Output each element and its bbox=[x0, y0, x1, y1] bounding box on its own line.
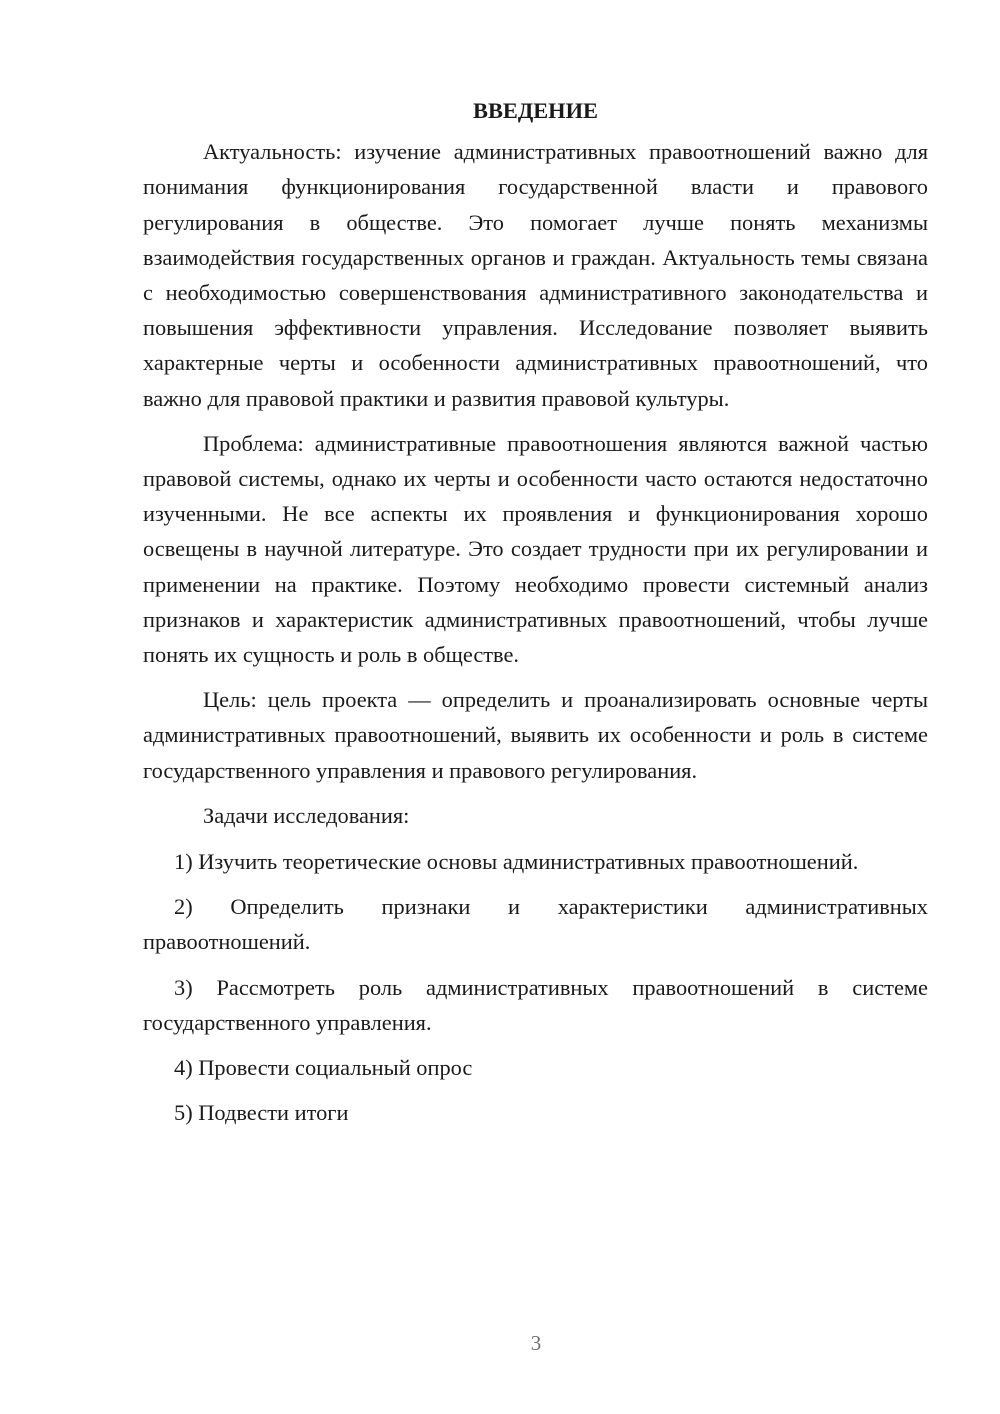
task-item: 5) Подвести итоги bbox=[174, 1100, 349, 1126]
paragraph-goal: Цель: цель проекта — определить и проанализировать основные черты административных правоотношений, выявить их особенности и роль в системе государственного управления и правового регулирования. bbox=[143, 687, 928, 783]
page-number: 3 bbox=[530, 1331, 542, 1355]
task-item: 3) Рассмотреть роль административных правоотношений в системе государственного управления. bbox=[143, 974, 928, 1035]
section-title: ВВЕДЕНИЕ bbox=[473, 98, 598, 123]
task-item: 4) Провести социальный опрос bbox=[174, 1055, 473, 1081]
tasks-heading: Задачи исследования: bbox=[203, 802, 410, 828]
paragraph-problem: Проблема: административные правоотношения являются важной частью правовой системы, однако их черты и особенности часто остаются недостаточно изученными. Не все аспекты их проявления и функционирования хорошо освещены в научной литературе. Это создает трудности при их регулировании и применении на практике. Поэтому необходимо провести системный анализ признаков и характеристик административных правоотношений, чтобы лучше понять их сущность и роль в обществе. bbox=[143, 430, 928, 668]
paragraph-relevance: Актуальность: изучение административных правоотношений важно для понимания функционирования государственной власти и правового регулирования в обществе. Это помогает лучше понять механизмы взаимодействия государственных органов и граждан. Актуальность темы связана с необходимостью совершенствования административного законодательства и повышения эффективности управления. Исследование позволяет выявить характерные черты и особенности административных правоотношений, что важно для правовой практики и развития правовой культуры. bbox=[143, 139, 928, 411]
tasks-list bbox=[143, 844, 928, 1130]
task-item: 1) Изучить теоретические основы административных правоотношений. bbox=[174, 849, 859, 875]
page-content bbox=[143, 93, 928, 1140]
task-item: 2) Определить признаки и характеристики административных правоотношений. bbox=[143, 894, 928, 955]
